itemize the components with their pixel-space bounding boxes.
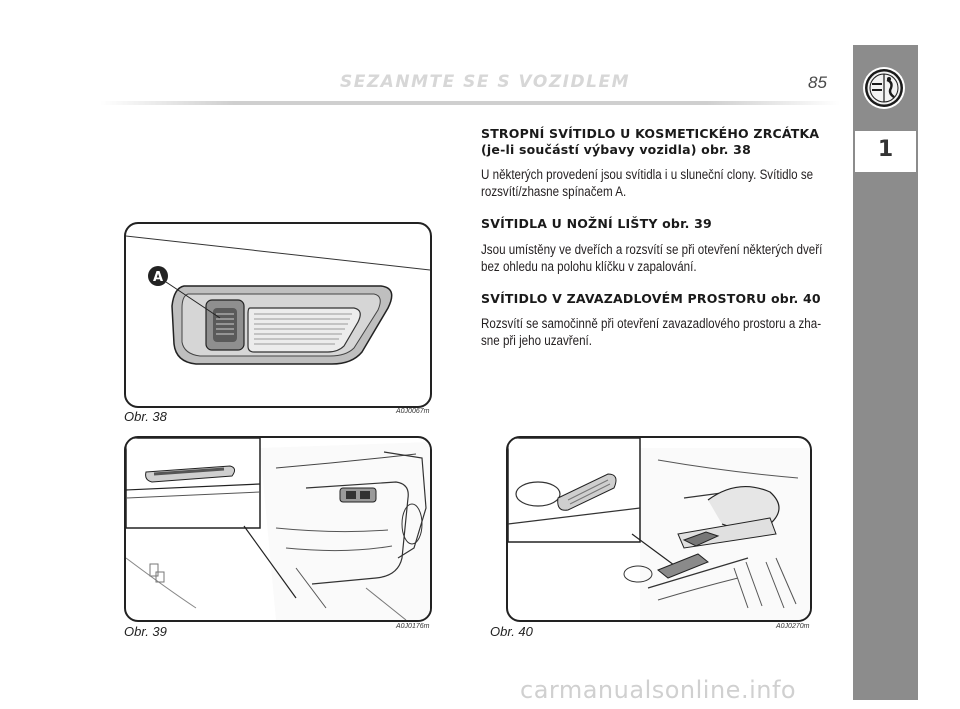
section-heading: SVÍTIDLO V ZAVAZADLOVÉM PROSTORU obr. 40	[481, 291, 821, 306]
section-heading: SVÍTIDLA U NOŽNÍ LIŠTY obr. 39	[481, 216, 712, 231]
luggage-compartment-light-drawing	[508, 438, 810, 620]
figure-39-code: A0J0176m	[396, 623, 430, 630]
figure-40-caption: Obr. 40	[490, 624, 533, 639]
section-footwell-lights	[481, 216, 839, 275]
figure-39-illustration	[124, 436, 432, 622]
header-rule	[100, 101, 840, 105]
door-footwell-light-drawing	[126, 438, 430, 620]
callout-a-label: A	[152, 270, 164, 285]
alfa-romeo-badge-icon	[862, 66, 906, 110]
section-body-cont: sne při jeho uzavření.	[481, 333, 593, 348]
watermark: carmanualsonline.info	[520, 676, 797, 704]
vanity-mirror-light-drawing	[126, 224, 430, 406]
section-body-cont: rozsvítí/zhasne spínačem A.	[481, 184, 627, 199]
figure-40-illustration	[506, 436, 812, 622]
section-heading: STROPNÍ SVÍTIDLO U KOSMETICKÉHO ZRCÁTKA	[481, 126, 820, 141]
section-luggage-light	[481, 291, 839, 349]
chapter-number: 1	[877, 137, 894, 162]
section-body: U některých provedení jsou svítidla i u sluneční clony. Svítidlo se	[481, 167, 814, 182]
section-body: Rozsvítí se samočinně při otevření zavazadlového prostoru a zha-	[481, 316, 822, 331]
page-number: 85	[808, 73, 827, 92]
figure-40-code: A0J0270m	[776, 623, 810, 630]
figure-38-illustration	[124, 222, 432, 408]
section-title: SEZANMTE SE S VOZIDLEM	[340, 72, 630, 92]
figure-39-caption: Obr. 39	[124, 624, 167, 639]
section-body-cont: bez ohledu na polohu klíčku v zapalování.	[481, 259, 697, 274]
figure-38-code: A0J0067m	[396, 408, 430, 415]
section-body: Jsou umístěny ve dveřích a rozsvítí se při otevření některých dveří	[481, 242, 823, 257]
section-vanity-mirror-light	[481, 126, 839, 200]
section-heading-cont: (je-li součástí výbavy vozidla) obr. 38	[481, 142, 751, 157]
figure-38-caption: Obr. 38	[124, 409, 167, 424]
